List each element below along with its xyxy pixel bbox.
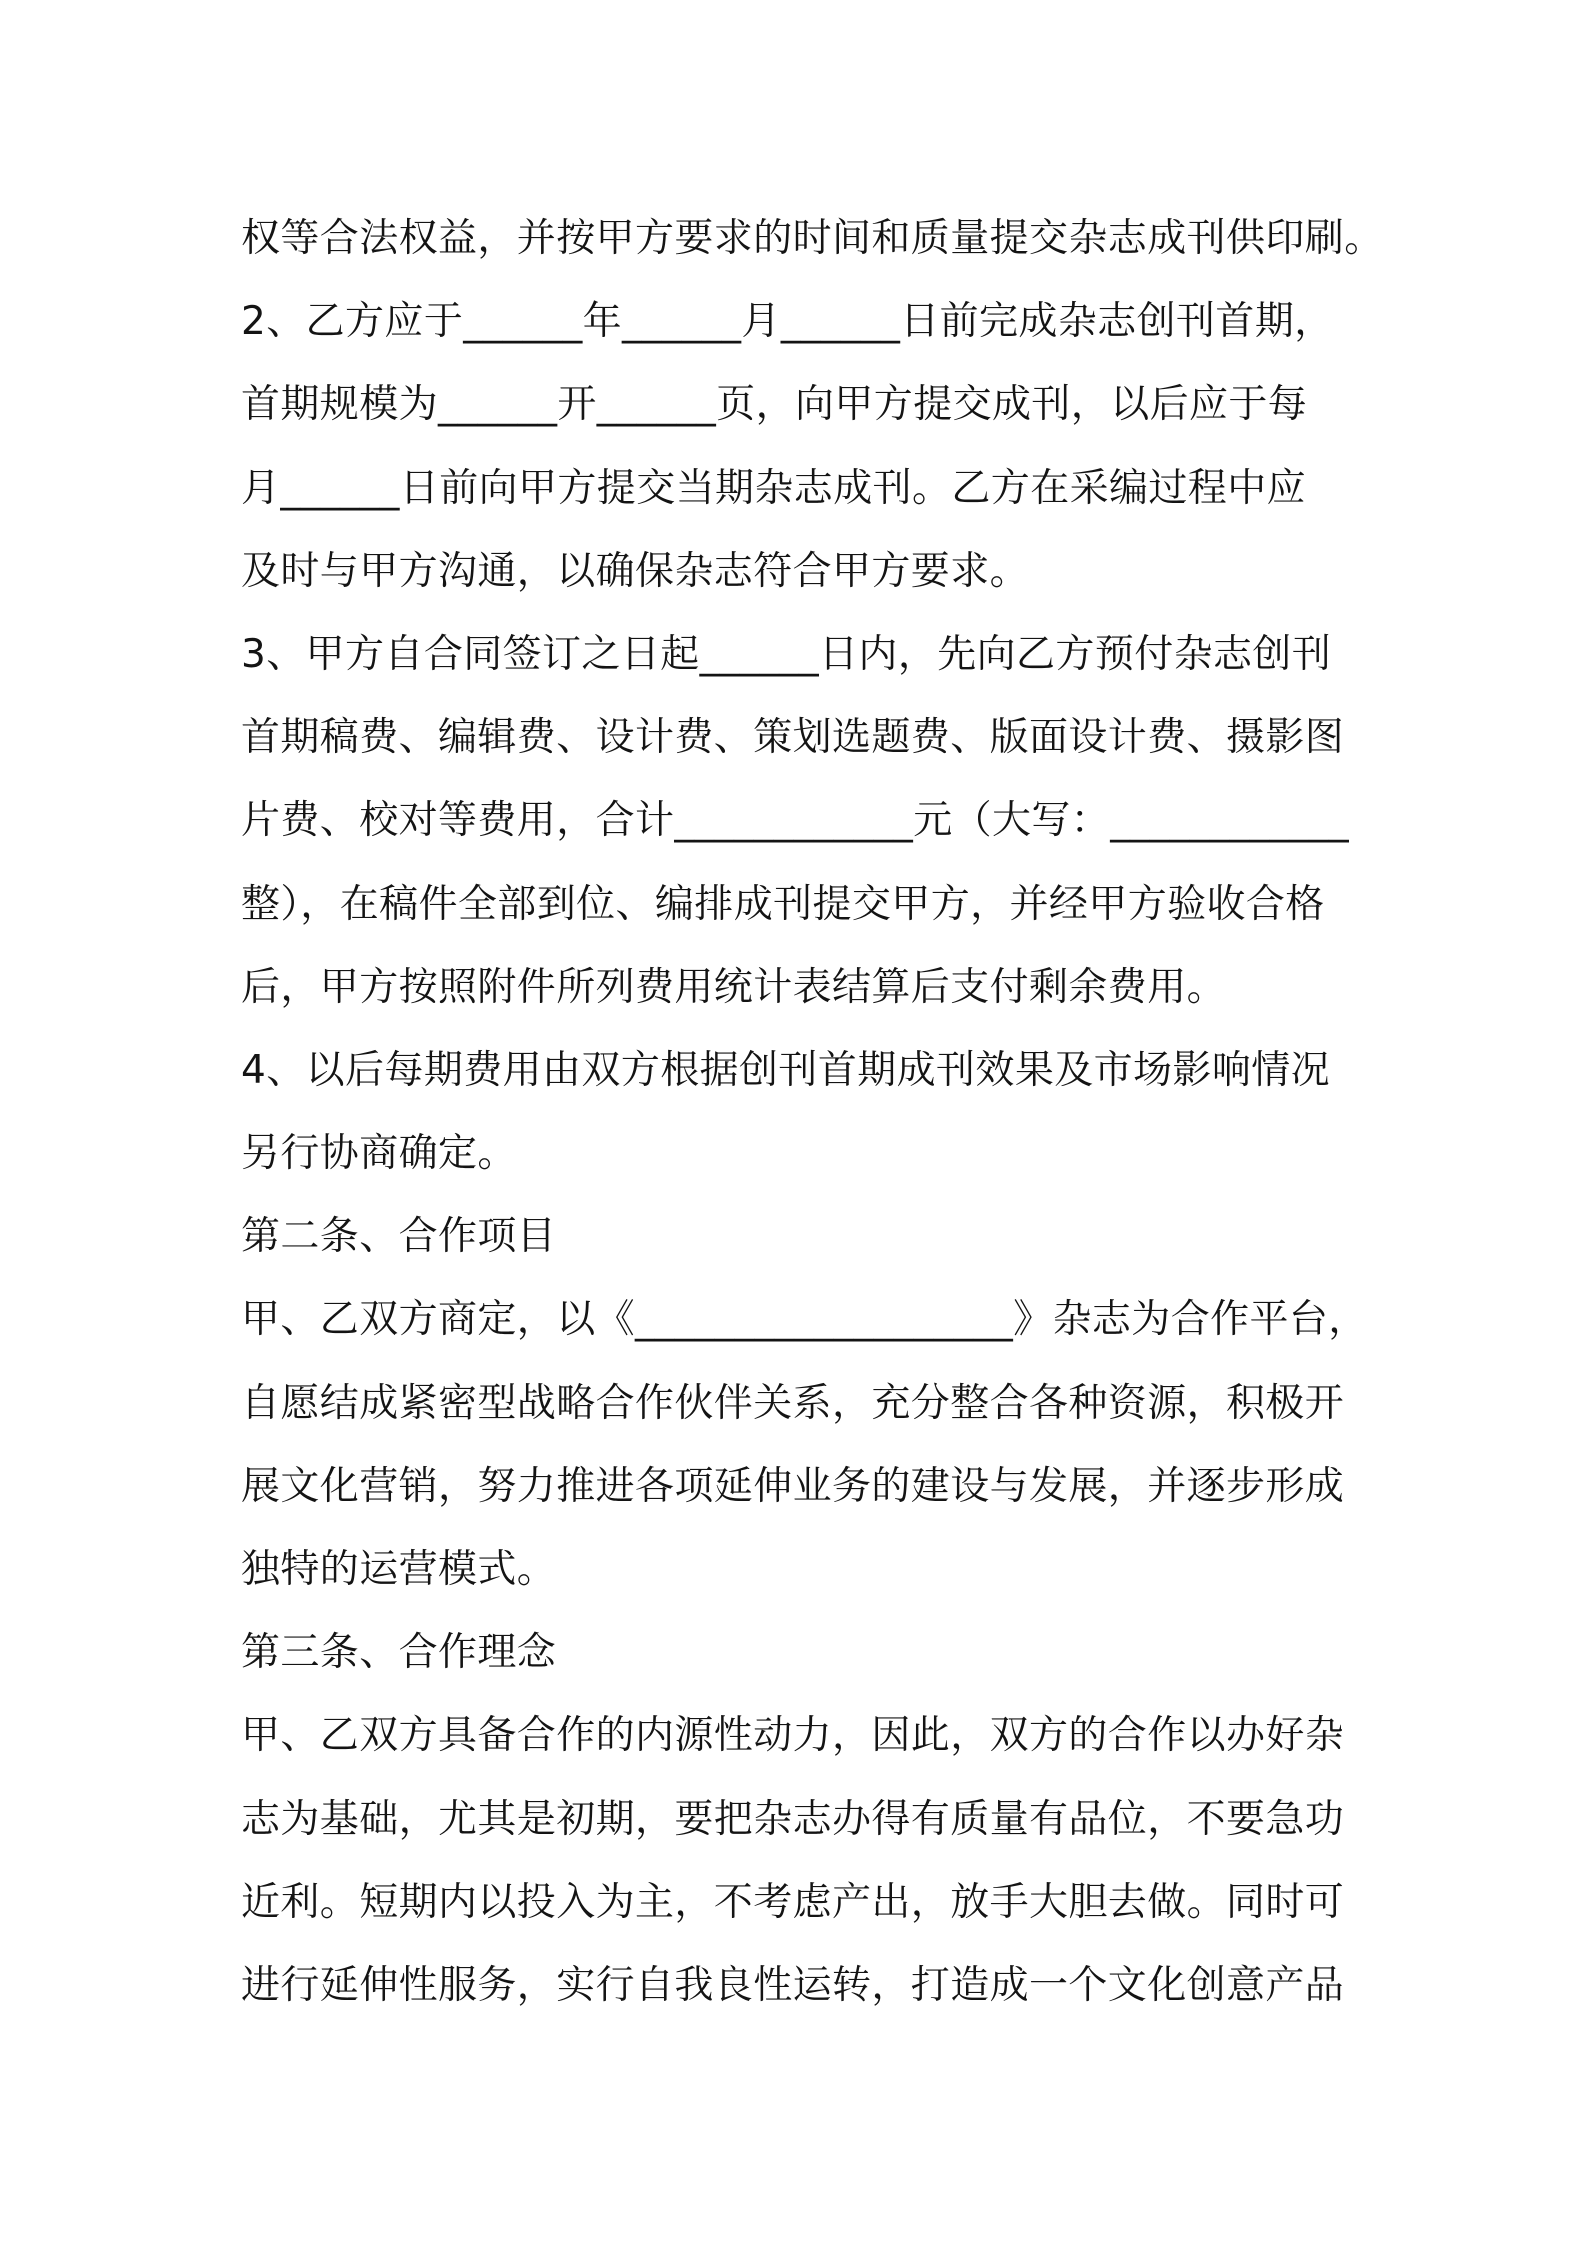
document-body: [241, 197, 1391, 2027]
text-line: 志为基础，尤其是初期，要把杂志办得有质量有品位，不要急功: [241, 1796, 1345, 1842]
text-line: 甲、乙双方具备合作的内源性动力，因此，双方的合作以办好杂: [241, 1713, 1345, 1759]
text-line: 3、甲方自合同签订之日起______日内，先向乙方预付杂志创刊: [241, 631, 1332, 677]
text-line: 权等合法权益，并按甲方要求的时间和质量提交杂志成刊供印刷。: [241, 216, 1384, 261]
section-heading: 第二条、合作项目: [241, 1214, 557, 1260]
text-line: 甲、乙双方商定，以《___________________》杂志为合作平台，: [241, 1297, 1368, 1343]
text-line: 独特的运营模式。: [241, 1547, 557, 1592]
text-line: 展文化营销，努力推进各项延伸业务的建设与发展，并逐步形成: [241, 1463, 1345, 1509]
text-line: 片费、校对等费用，合计____________元（大写：____________: [241, 798, 1350, 844]
text-line: 首期规模为______开______页，向甲方提交成刊，以后应于每: [241, 382, 1308, 428]
text-line: 4、以后每期费用由双方根据创刊首期成刊效果及市场影响情况: [241, 1047, 1331, 1093]
text-line: 自愿结成紧密型战略合作伙伴关系，充分整合各种资源，积极开: [241, 1380, 1345, 1426]
text-line: 另行协商确定。: [241, 1131, 517, 1177]
text-line: 整），在稿件全部到位、编排成刊提交甲方，并经甲方验收合格: [241, 881, 1325, 927]
text-line: 后，甲方按照附件所列费用统计表结算后支付剩余费用。: [241, 964, 1227, 1010]
text-line: 月______日前向甲方提交当期杂志成刊。乙方在采编过程中应: [241, 465, 1307, 511]
text-line: 进行延伸性服务，实行自我良性运转，打造成一个文化创意产品: [241, 1962, 1345, 2008]
text-line: 2、乙方应于______年______月______日前完成杂志创刊首期，: [241, 299, 1334, 345]
section-heading: 第三条、合作理念: [241, 1630, 557, 1676]
text-line: 及时与甲方沟通，以确保杂志符合甲方要求。: [241, 548, 1030, 594]
text-line: 首期稿费、编辑费、设计费、策划选题费、版面设计费、摄影图: [241, 715, 1345, 761]
text-line: 近利。短期内以投入为主，不考虑产出，放手大胆去做。同时可: [241, 1879, 1345, 1925]
